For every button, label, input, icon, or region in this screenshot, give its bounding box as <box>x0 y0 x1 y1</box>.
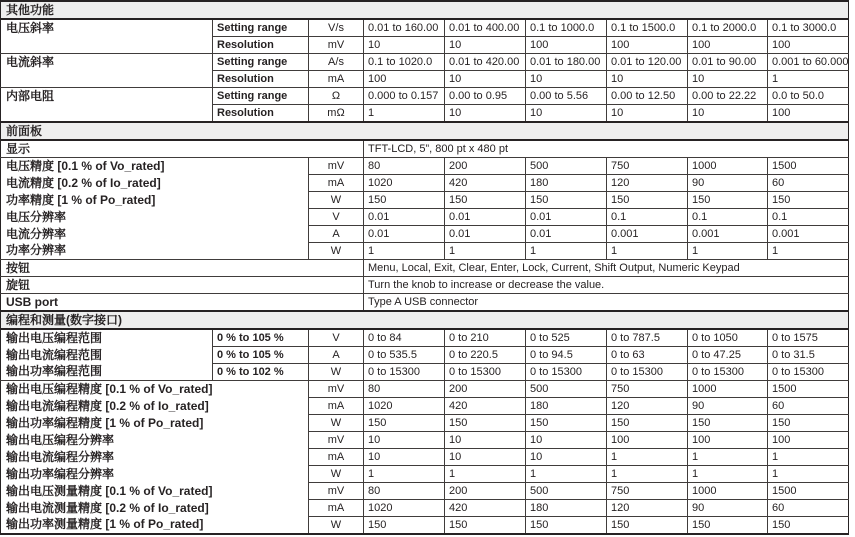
value-cell: 180 <box>526 398 607 415</box>
row-label <box>1 37 213 54</box>
value-cell: 750 <box>607 483 688 500</box>
unit-cell: mA <box>309 71 364 88</box>
row-label <box>1 105 213 123</box>
value-cell: 0 to 220.5 <box>445 347 526 364</box>
value-cell: 100 <box>688 37 768 54</box>
value-cell: 120 <box>607 175 688 192</box>
value-cell: 80 <box>364 381 445 398</box>
value-cell: 0.01 to 90.00 <box>688 54 768 71</box>
unit-cell: A <box>309 347 364 364</box>
row-label: 内部电阻 <box>1 88 213 105</box>
value-cell: 0.1 <box>688 209 768 226</box>
value-cell: 10 <box>526 432 607 449</box>
unit-cell: mV <box>309 483 364 500</box>
value-cell: 0.01 <box>364 209 445 226</box>
value-cell: 0 to 525 <box>526 329 607 347</box>
row-label: 输出电流编程范围 <box>6 347 103 362</box>
value-cell: 0 to 1575 <box>768 329 849 347</box>
value-cell: 0 to 15300 <box>688 364 768 381</box>
value-cell: 150 <box>364 415 445 432</box>
sub-label: 0 % to 102 % <box>213 364 309 381</box>
value-cell: 10 <box>364 37 445 54</box>
value-cell: 1000 <box>688 158 768 175</box>
unit-cell: V <box>309 209 364 226</box>
row-label: 输出功率测量精度 [1 % of Po_rated] <box>6 517 204 532</box>
value-cell: 100 <box>768 37 849 54</box>
value-cell: 150 <box>607 517 688 535</box>
unit-cell: A/s <box>309 54 364 71</box>
value-cell: 150 <box>768 192 849 209</box>
value-cell: 1 <box>364 243 445 260</box>
value-cell: 0.1 to 1500.0 <box>607 19 688 37</box>
value-cell: 60 <box>768 398 849 415</box>
value-cell: 100 <box>607 432 688 449</box>
value-cell: 0 to 535.5 <box>364 347 445 364</box>
section-header: 其他功能 <box>1 1 849 19</box>
value-cell: 0 to 47.25 <box>688 347 768 364</box>
unit-cell: W <box>309 466 364 483</box>
value-cell: 0 to 15300 <box>768 364 849 381</box>
unit-cell: A <box>309 226 364 243</box>
value-cell: 10 <box>526 449 607 466</box>
unit-cell: W <box>309 517 364 535</box>
value-cell: 120 <box>607 500 688 517</box>
value-cell: 1 <box>688 466 768 483</box>
row-label: 输出电压编程精度 [0.1 % of Vo_rated] <box>1 381 309 398</box>
row-label: 输出电压测量精度 [0.1 % of Vo_rated] <box>6 483 213 498</box>
value-cell: 1 <box>768 466 849 483</box>
unit-cell: W <box>309 415 364 432</box>
value-cell: 1 <box>445 466 526 483</box>
sub-label: Setting range <box>213 54 309 71</box>
unit-cell: mA <box>309 500 364 517</box>
value-cell: 90 <box>688 500 768 517</box>
value-cell: 60 <box>768 175 849 192</box>
value-cell: 150 <box>688 192 768 209</box>
value-cell: 150 <box>364 192 445 209</box>
section-header: 编程和测量(数字接口) <box>1 311 849 329</box>
row-label: 输出电压编程范围 <box>1 329 213 347</box>
value-cell: 0 to 787.5 <box>607 329 688 347</box>
value-cell: 0 to 15300 <box>364 364 445 381</box>
value-cell: 0.1 <box>607 209 688 226</box>
value-cell: 100 <box>364 71 445 88</box>
value-cell: 1020 <box>364 500 445 517</box>
row-label: 输出电流编程精度 [0.2 % of Io_rated] <box>6 398 209 413</box>
row-label: 功率分辨率 <box>6 243 67 258</box>
row-label: 电流分辨率 <box>6 226 67 241</box>
value-cell: 150 <box>607 415 688 432</box>
unit-cell: mV <box>309 432 364 449</box>
value-cell: 0 to 15300 <box>607 364 688 381</box>
value-cell: 0 to 15300 <box>526 364 607 381</box>
value-cell: 0.1 to 2000.0 <box>688 19 768 37</box>
row-label: 电压精度 [0.1 % of Vo_rated] <box>1 158 309 175</box>
value-cell: 0.01 to 400.00 <box>445 19 526 37</box>
value-cell: 180 <box>526 500 607 517</box>
value-cell: 1 <box>364 466 445 483</box>
sub-label: 0 % to 105 % <box>213 347 309 364</box>
value-cell: 1 <box>768 243 849 260</box>
value-cell: 0.01 to 180.00 <box>526 54 607 71</box>
value-cell: 200 <box>445 381 526 398</box>
row-label: 电压斜率 <box>1 19 213 37</box>
value-cell: 1500 <box>768 158 849 175</box>
value-cell: 90 <box>688 398 768 415</box>
value-cell: 120 <box>607 398 688 415</box>
value-cell: 0 to 210 <box>445 329 526 347</box>
value-cell: 80 <box>364 158 445 175</box>
row-label <box>1 71 213 88</box>
value-cell: 1500 <box>768 381 849 398</box>
value-cell: 100 <box>768 432 849 449</box>
value-cell: 750 <box>607 158 688 175</box>
value-cell: 1 <box>445 243 526 260</box>
value-cell: TFT-LCD, 5”, 800 pt x 480 pt <box>364 140 849 158</box>
value-cell: 1 <box>526 466 607 483</box>
value-cell: 90 <box>688 175 768 192</box>
value-cell: 1 <box>768 71 849 88</box>
value-cell: 0 to 15300 <box>445 364 526 381</box>
value-cell: 0.00 to 12.50 <box>607 88 688 105</box>
value-cell: 10 <box>445 449 526 466</box>
value-cell: 150 <box>445 192 526 209</box>
value-cell: 0.01 <box>445 209 526 226</box>
value-cell: 150 <box>526 192 607 209</box>
unit-cell: W <box>309 243 364 260</box>
row-label: 输出功率编程分辨率 <box>6 466 115 481</box>
value-cell: 180 <box>526 175 607 192</box>
value-cell: 10 <box>526 71 607 88</box>
value-cell: 500 <box>526 381 607 398</box>
value-cell: 100 <box>688 432 768 449</box>
value-cell: 1 <box>607 449 688 466</box>
value-cell: 200 <box>445 158 526 175</box>
value-cell: 0.000 to 0.157 <box>364 88 445 105</box>
value-cell: 0 to 84 <box>364 329 445 347</box>
value-cell: 0.001 <box>607 226 688 243</box>
unit-cell: mV <box>309 158 364 175</box>
value-cell: 420 <box>445 398 526 415</box>
unit-cell: mΩ <box>309 105 364 123</box>
row-label: USB port <box>1 294 364 312</box>
value-cell: 100 <box>768 105 849 123</box>
value-cell: 1020 <box>364 175 445 192</box>
value-cell: 100 <box>607 37 688 54</box>
value-cell: 10 <box>364 432 445 449</box>
value-cell: 150 <box>688 517 768 535</box>
value-cell: 150 <box>526 415 607 432</box>
row-label: 显示 <box>1 140 364 158</box>
value-cell: 0.00 to 5.56 <box>526 88 607 105</box>
value-cell: 0 to 94.5 <box>526 347 607 364</box>
value-cell: 0.001 <box>688 226 768 243</box>
value-cell: 150 <box>768 415 849 432</box>
unit-cell: mA <box>309 398 364 415</box>
unit-cell: W <box>309 192 364 209</box>
value-cell: 80 <box>364 483 445 500</box>
value-cell: 1 <box>768 449 849 466</box>
sub-label: Setting range <box>213 19 309 37</box>
sub-label: 0 % to 105 % <box>213 329 309 347</box>
row-label: 功率精度 [1 % of Po_rated] <box>6 192 156 207</box>
unit-cell: mV <box>309 37 364 54</box>
value-cell: 150 <box>607 192 688 209</box>
value-cell: 0.01 <box>526 226 607 243</box>
value-cell: 10 <box>607 71 688 88</box>
value-cell: 150 <box>688 415 768 432</box>
value-cell: 1 <box>364 105 445 123</box>
value-cell: 0 to 1050 <box>688 329 768 347</box>
row-label: 输出功率编程精度 [1 % of Po_rated] <box>6 415 204 430</box>
unit-cell: Ω <box>309 88 364 105</box>
value-cell: 150 <box>445 517 526 535</box>
value-cell: 150 <box>768 517 849 535</box>
value-cell: 1000 <box>688 381 768 398</box>
value-cell: 10 <box>688 105 768 123</box>
row-label: 按钮 <box>1 260 364 277</box>
value-cell: 10 <box>445 37 526 54</box>
value-cell: 420 <box>445 500 526 517</box>
row-label: 输出电流编程分辨率 <box>6 449 115 464</box>
value-cell: 1020 <box>364 398 445 415</box>
value-cell: Turn the knob to increase or decrease the value. <box>364 277 849 294</box>
value-cell: 1 <box>607 466 688 483</box>
value-cell: 1 <box>607 243 688 260</box>
row-label: 旋钮 <box>1 277 364 294</box>
value-cell: 1 <box>688 243 768 260</box>
sub-label: Resolution <box>213 37 309 54</box>
unit-cell: mV <box>309 381 364 398</box>
unit-cell: W <box>309 364 364 381</box>
value-cell: 0.001 to 60.000 <box>768 54 849 71</box>
value-cell: 200 <box>445 483 526 500</box>
value-cell: 0.00 to 22.22 <box>688 88 768 105</box>
value-cell: 150 <box>364 517 445 535</box>
value-cell: 60 <box>768 500 849 517</box>
value-cell: 0.01 to 420.00 <box>445 54 526 71</box>
unit-cell: V/s <box>309 19 364 37</box>
value-cell: 150 <box>445 415 526 432</box>
value-cell: 10 <box>445 432 526 449</box>
value-cell: 150 <box>526 517 607 535</box>
value-cell: 500 <box>526 483 607 500</box>
row-label: 输出电压编程分辨率 <box>6 432 115 447</box>
value-cell: 1 <box>526 243 607 260</box>
value-cell: 0 to 63 <box>607 347 688 364</box>
row-label: 电流精度 [0.2 % of Io_rated] <box>6 175 161 190</box>
unit-cell: mA <box>309 175 364 192</box>
unit-cell: mA <box>309 449 364 466</box>
sub-label: Resolution <box>213 71 309 88</box>
value-cell: 0.01 <box>364 226 445 243</box>
value-cell: 0.00 to 0.95 <box>445 88 526 105</box>
value-cell: 0.01 to 160.00 <box>364 19 445 37</box>
value-cell: 420 <box>445 175 526 192</box>
value-cell: 10 <box>688 71 768 88</box>
value-cell: Type A USB connector <box>364 294 849 312</box>
value-cell: 1500 <box>768 483 849 500</box>
value-cell: 0.01 to 120.00 <box>607 54 688 71</box>
value-cell: 1000 <box>688 483 768 500</box>
value-cell: 10 <box>445 71 526 88</box>
row-label: 输出功率编程范围 <box>6 364 103 379</box>
row-label: 电流斜率 <box>1 54 213 71</box>
sub-label: Setting range <box>213 88 309 105</box>
row-label: 电压分辨率 <box>6 209 67 224</box>
value-cell: 0.1 to 1020.0 <box>364 54 445 71</box>
value-cell: 0.01 <box>445 226 526 243</box>
value-cell: 500 <box>526 158 607 175</box>
section-header: 前面板 <box>1 122 849 140</box>
value-cell: 100 <box>526 37 607 54</box>
value-cell: Menu, Local, Exit, Clear, Enter, Lock, Current, Shift Output, Numeric Keypad <box>364 260 849 277</box>
value-cell: 10 <box>526 105 607 123</box>
value-cell: 750 <box>607 381 688 398</box>
value-cell: 0.0 to 50.0 <box>768 88 849 105</box>
value-cell: 0.1 <box>768 209 849 226</box>
value-cell: 0.01 <box>526 209 607 226</box>
row-label: 输出电流测量精度 [0.2 % of Io_rated] <box>6 500 209 515</box>
value-cell: 0.1 to 3000.0 <box>768 19 849 37</box>
value-cell: 0.1 to 1000.0 <box>526 19 607 37</box>
unit-cell: V <box>309 329 364 347</box>
value-cell: 0.001 <box>768 226 849 243</box>
value-cell: 10 <box>364 449 445 466</box>
value-cell: 10 <box>445 105 526 123</box>
value-cell: 10 <box>607 105 688 123</box>
value-cell: 0 to 31.5 <box>768 347 849 364</box>
value-cell: 1 <box>688 449 768 466</box>
spec-table-body <box>1 1 849 534</box>
sub-label: Resolution <box>213 105 309 123</box>
